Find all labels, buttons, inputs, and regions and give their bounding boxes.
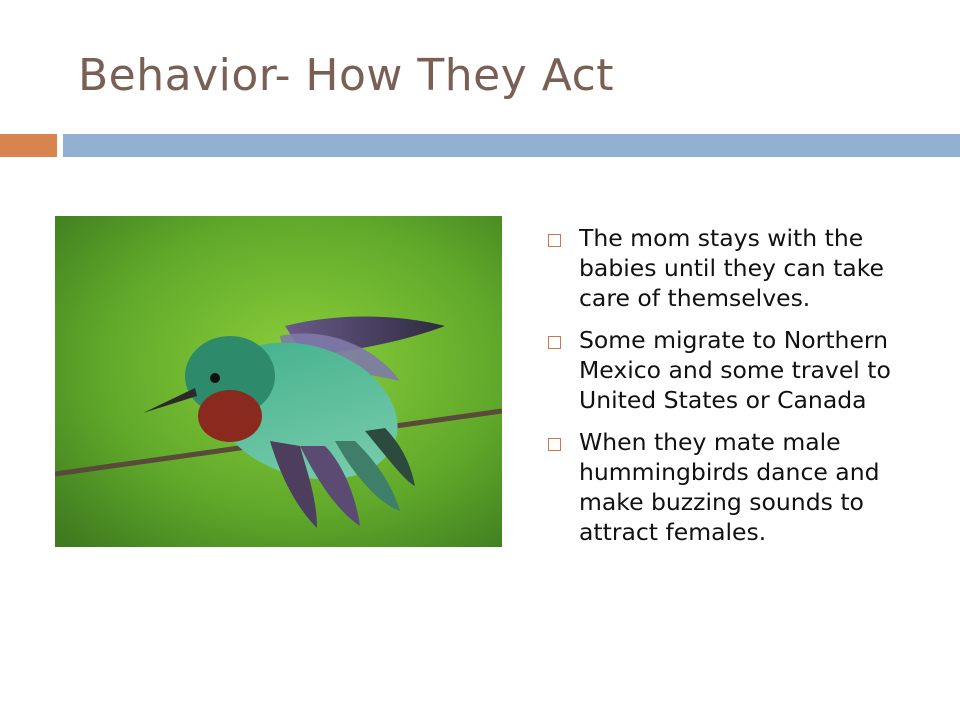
square-bullet-icon	[548, 438, 561, 451]
square-bullet-icon	[548, 336, 561, 349]
accent-bar	[0, 134, 57, 157]
square-bullet-icon	[548, 234, 561, 247]
title-rule-bar	[63, 134, 960, 157]
bullet-list	[548, 223, 918, 559]
hummingbird-photo	[55, 216, 502, 547]
bullet-item	[548, 223, 918, 313]
bullet-text: When they mate male hummingbirds dance and make buzzing sounds to attract females.	[579, 428, 880, 546]
bullet-text: Some migrate to Northern Mexico and some travel to United States or Canada	[579, 326, 891, 414]
bullet-text: The mom stays with the babies until they can take care of themselves.	[579, 224, 884, 312]
bullet-item	[548, 325, 918, 415]
slide-title: Behavior- How They Act	[78, 50, 615, 101]
bullet-item	[548, 427, 918, 547]
